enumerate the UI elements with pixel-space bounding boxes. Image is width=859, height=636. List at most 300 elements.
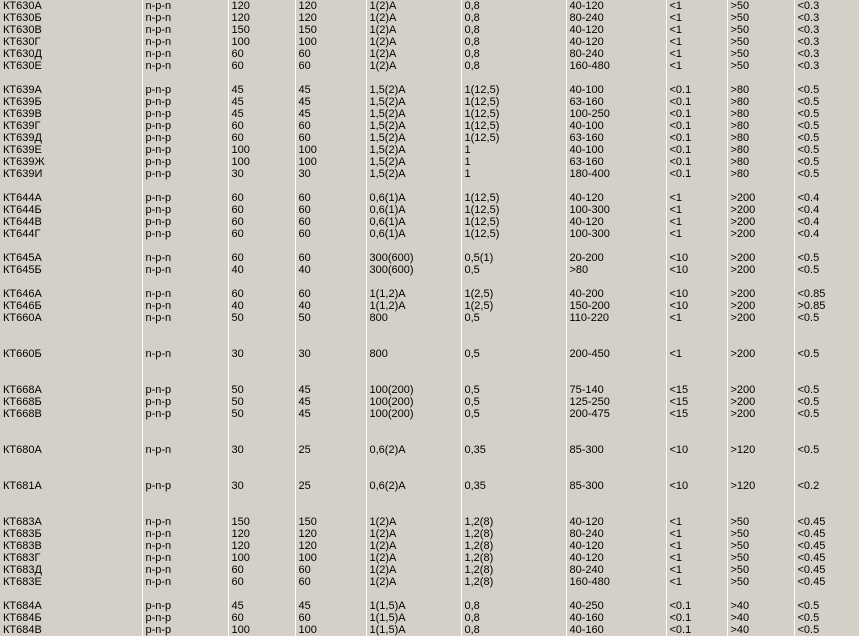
cell-ft: >50 [727, 60, 794, 72]
cell-icbo: <1 [666, 564, 727, 576]
cell-h21e: 160-480 [566, 60, 666, 72]
cell-vce: 60 [295, 216, 366, 228]
cell-vcb [228, 180, 295, 192]
cell-polarity: n-p-n [142, 444, 228, 456]
cell-polarity: p-n-p [142, 216, 228, 228]
cell-part-number [0, 456, 142, 480]
cell-ic: 1,5(2)А [366, 156, 461, 168]
cell-vcb: 60 [228, 576, 295, 588]
cell-h21e: 150-200 [566, 300, 666, 312]
cell-h21e [566, 72, 666, 84]
cell-icbo [666, 276, 727, 288]
cell-vcb: 60 [228, 228, 295, 240]
cell-part-number [0, 180, 142, 192]
cell-vce-sat: <0.4 [794, 228, 859, 240]
spacer-row [0, 420, 859, 444]
cell-vcb [228, 324, 295, 348]
cell-ft: >50 [727, 24, 794, 36]
cell-part-number [0, 324, 142, 348]
cell-vcb: 60 [228, 192, 295, 204]
cell-vce: 45 [295, 600, 366, 612]
cell-polarity: p-n-p [142, 132, 228, 144]
cell-icbo [666, 360, 727, 384]
cell-pc: 1(12,5) [461, 84, 566, 96]
cell-polarity: n-p-n [142, 48, 228, 60]
cell-vcb [228, 360, 295, 384]
cell-ic: 1(2)А [366, 0, 461, 12]
cell-ft [727, 72, 794, 84]
cell-part-number: КТ645А [3, 252, 42, 264]
cell-part-number: КТ683Е [3, 576, 42, 588]
cell-vcb: 60 [228, 216, 295, 228]
cell-icbo [666, 72, 727, 84]
cell-pc: 0,5 [461, 384, 566, 396]
cell-ft [727, 360, 794, 384]
cell-ft [727, 180, 794, 192]
cell-polarity: n-p-n [142, 288, 228, 300]
cell-icbo: <1 [666, 576, 727, 588]
cell-icbo: <10 [666, 288, 727, 300]
cell-icbo: <1 [666, 228, 727, 240]
cell-ft: >80 [727, 84, 794, 96]
table-row [0, 36, 859, 48]
cell-vcb: 60 [228, 564, 295, 576]
cell-part-number: КТ639Е [3, 144, 42, 156]
cell-vce-sat [794, 360, 859, 384]
cell-ft [727, 324, 794, 348]
cell-ic: 1(2)А [366, 12, 461, 24]
cell-ic [366, 492, 461, 516]
table-row [0, 516, 859, 528]
cell-h21e: 200-450 [566, 348, 666, 360]
cell-pc: 0,35 [461, 480, 566, 492]
cell-vce-sat: <0.45 [794, 516, 859, 528]
cell-icbo [666, 588, 727, 600]
cell-h21e [566, 240, 666, 252]
cell-vcb: 120 [228, 528, 295, 540]
cell-icbo: <1 [666, 540, 727, 552]
cell-icbo: <0.1 [666, 144, 727, 156]
cell-icbo: <1 [666, 312, 727, 324]
cell-part-number: КТ639Д [3, 132, 42, 144]
cell-part-number: КТ644Б [3, 204, 42, 216]
cell-pc: 1(12,5) [461, 108, 566, 120]
cell-h21e: 20-200 [566, 252, 666, 264]
cell-polarity: p-n-p [142, 624, 228, 636]
cell-icbo: <0.1 [666, 624, 727, 636]
cell-polarity [142, 180, 228, 192]
cell-polarity [142, 324, 228, 348]
cell-ft [727, 240, 794, 252]
cell-icbo: <10 [666, 264, 727, 276]
table-row [0, 120, 859, 132]
cell-ic [366, 72, 461, 84]
cell-h21e: 40-100 [566, 144, 666, 156]
cell-icbo [666, 180, 727, 192]
cell-vce-sat [794, 72, 859, 84]
cell-ft: >200 [727, 252, 794, 264]
cell-h21e: 40-160 [566, 624, 666, 636]
cell-ic: 1,5(2)А [366, 132, 461, 144]
table-row [0, 228, 859, 240]
cell-polarity: p-n-p [142, 384, 228, 396]
cell-polarity [142, 456, 228, 480]
cell-vce-sat: <0.3 [794, 12, 859, 24]
cell-h21e: 80-240 [566, 12, 666, 24]
cell-part-number: КТ683Б [3, 528, 42, 540]
cell-polarity [142, 588, 228, 600]
cell-pc [461, 360, 566, 384]
cell-pc: 0,8 [461, 612, 566, 624]
cell-icbo: <1 [666, 12, 727, 24]
cell-vcb: 30 [228, 444, 295, 456]
spacer-row [0, 360, 859, 384]
cell-vce-sat [794, 588, 859, 600]
cell-h21e: 40-120 [566, 192, 666, 204]
table-row [0, 528, 859, 540]
cell-polarity: p-n-p [142, 480, 228, 492]
cell-vcb [228, 240, 295, 252]
cell-ft: >200 [727, 192, 794, 204]
table-row [0, 108, 859, 120]
cell-ft [727, 588, 794, 600]
cell-polarity: p-n-p [142, 192, 228, 204]
cell-icbo: <0.1 [666, 600, 727, 612]
cell-pc [461, 588, 566, 600]
cell-ic: 1(2)А [366, 516, 461, 528]
cell-vce-sat: <0.5 [794, 312, 859, 324]
cell-vce-sat: <0.4 [794, 204, 859, 216]
cell-vce-sat: <0.5 [794, 168, 859, 180]
cell-polarity: n-p-n [142, 312, 228, 324]
cell-vce: 60 [295, 48, 366, 60]
cell-part-number: КТ646А [3, 288, 42, 300]
cell-part-number: КТ681А [3, 480, 42, 492]
cell-ft: >200 [727, 216, 794, 228]
cell-vce-sat: <0.4 [794, 216, 859, 228]
cell-part-number: КТ639Ж [3, 156, 45, 168]
cell-h21e: 40-250 [566, 600, 666, 612]
cell-icbo [666, 420, 727, 444]
cell-ic: 800 [366, 348, 461, 360]
cell-h21e: 200-475 [566, 408, 666, 420]
cell-vcb: 40 [228, 264, 295, 276]
table-row [0, 384, 859, 396]
cell-pc [461, 420, 566, 444]
table-row [0, 84, 859, 96]
cell-vce: 60 [295, 228, 366, 240]
cell-polarity: p-n-p [142, 204, 228, 216]
cell-vcb: 50 [228, 396, 295, 408]
cell-h21e [566, 588, 666, 600]
cell-part-number [0, 72, 142, 84]
cell-ic [366, 324, 461, 348]
cell-vce: 40 [295, 300, 366, 312]
cell-vce-sat: <0.3 [794, 24, 859, 36]
cell-polarity: n-p-n [142, 516, 228, 528]
table-row [0, 0, 859, 12]
cell-part-number: КТ646Б [3, 300, 42, 312]
cell-h21e: 125-250 [566, 396, 666, 408]
cell-pc: 1,2(8) [461, 552, 566, 564]
cell-pc: 1(12,5) [461, 120, 566, 132]
cell-vce: 60 [295, 60, 366, 72]
cell-vce: 60 [295, 132, 366, 144]
cell-vce-sat: <0.5 [794, 444, 859, 456]
cell-vcb: 50 [228, 312, 295, 324]
cell-part-number: КТ668А [3, 384, 42, 396]
cell-ft: >50 [727, 12, 794, 24]
cell-vce: 45 [295, 96, 366, 108]
cell-h21e [566, 456, 666, 480]
cell-vce-sat: <0.5 [794, 156, 859, 168]
table-row [0, 576, 859, 588]
cell-vce: 120 [295, 540, 366, 552]
cell-ic: 1,5(2)А [366, 168, 461, 180]
cell-ic: 300(600) [366, 264, 461, 276]
cell-vce: 45 [295, 84, 366, 96]
cell-part-number: КТ684В [3, 624, 42, 636]
cell-vce-sat [794, 456, 859, 480]
cell-icbo: <0.1 [666, 156, 727, 168]
cell-ic: 1(1,5)А [366, 624, 461, 636]
cell-ic [366, 456, 461, 480]
cell-pc: 0,5 [461, 396, 566, 408]
table-row [0, 48, 859, 60]
cell-polarity: p-n-p [142, 120, 228, 132]
cell-pc: 0,5 [461, 312, 566, 324]
table-row [0, 216, 859, 228]
cell-polarity: p-n-p [142, 600, 228, 612]
cell-vce-sat: <0.5 [794, 408, 859, 420]
cell-polarity: p-n-p [142, 408, 228, 420]
cell-ft: >80 [727, 168, 794, 180]
cell-ic: 1,5(2)А [366, 108, 461, 120]
table-row [0, 612, 859, 624]
cell-ft: >200 [727, 228, 794, 240]
cell-vcb: 150 [228, 24, 295, 36]
cell-vcb: 100 [228, 156, 295, 168]
cell-vce: 100 [295, 156, 366, 168]
cell-vce: 60 [295, 612, 366, 624]
cell-vce-sat: <0.45 [794, 552, 859, 564]
cell-vcb: 30 [228, 348, 295, 360]
table-row [0, 24, 859, 36]
cell-part-number: КТ639Г [3, 120, 41, 132]
spacer-row [0, 324, 859, 348]
cell-polarity: p-n-p [142, 168, 228, 180]
cell-h21e: 63-160 [566, 132, 666, 144]
cell-ic: 1(1,5)А [366, 600, 461, 612]
cell-ic: 800 [366, 312, 461, 324]
cell-vce: 100 [295, 624, 366, 636]
cell-ft [727, 276, 794, 288]
cell-icbo: <1 [666, 24, 727, 36]
cell-polarity: n-p-n [142, 60, 228, 72]
cell-vcb: 120 [228, 12, 295, 24]
cell-pc: 0,5 [461, 408, 566, 420]
table-row [0, 300, 859, 312]
cell-polarity: n-p-n [142, 12, 228, 24]
cell-ft: >200 [727, 264, 794, 276]
cell-h21e: 40-120 [566, 24, 666, 36]
table-row [0, 264, 859, 276]
cell-vce-sat: <0.5 [794, 600, 859, 612]
cell-pc: 1 [461, 156, 566, 168]
cell-ic: 1(2)А [366, 48, 461, 60]
table-row [0, 396, 859, 408]
cell-polarity: n-p-n [142, 36, 228, 48]
cell-polarity [142, 72, 228, 84]
cell-ft: >200 [727, 312, 794, 324]
cell-icbo: <1 [666, 60, 727, 72]
cell-vce-sat: <0.5 [794, 120, 859, 132]
cell-part-number: КТ630Б [3, 12, 42, 24]
cell-h21e: 40-120 [566, 216, 666, 228]
cell-ft: >200 [727, 384, 794, 396]
cell-vce-sat [794, 420, 859, 444]
cell-vcb: 100 [228, 144, 295, 156]
table-row [0, 252, 859, 264]
cell-icbo: <0.1 [666, 96, 727, 108]
cell-ft: >200 [727, 408, 794, 420]
cell-h21e: 63-160 [566, 96, 666, 108]
table-row [0, 192, 859, 204]
cell-h21e: 180-400 [566, 168, 666, 180]
cell-vce: 60 [295, 192, 366, 204]
cell-part-number [0, 276, 142, 288]
spacer-row [0, 276, 859, 288]
cell-icbo [666, 240, 727, 252]
cell-ft: >50 [727, 516, 794, 528]
cell-vce: 50 [295, 312, 366, 324]
cell-vce-sat: <0.3 [794, 0, 859, 12]
table-row [0, 312, 859, 324]
cell-polarity: n-p-n [142, 264, 228, 276]
cell-pc [461, 324, 566, 348]
cell-ft: >80 [727, 156, 794, 168]
cell-part-number: КТ683Г [3, 552, 41, 564]
cell-vcb: 60 [228, 60, 295, 72]
cell-vce-sat: <0.3 [794, 36, 859, 48]
cell-part-number: КТ668В [3, 408, 42, 420]
cell-pc: 0,5 [461, 264, 566, 276]
cell-polarity: n-p-n [142, 540, 228, 552]
cell-icbo: <10 [666, 480, 727, 492]
cell-h21e: 80-240 [566, 528, 666, 540]
cell-part-number: КТ630В [3, 24, 42, 36]
cell-vce-sat: <0.5 [794, 132, 859, 144]
cell-ic [366, 180, 461, 192]
cell-pc: 1(2,5) [461, 300, 566, 312]
cell-polarity: p-n-p [142, 228, 228, 240]
table-row [0, 144, 859, 156]
cell-vcb: 50 [228, 384, 295, 396]
cell-vce: 150 [295, 24, 366, 36]
cell-ft: >50 [727, 576, 794, 588]
cell-ft: >50 [727, 0, 794, 12]
cell-icbo: <0.1 [666, 108, 727, 120]
cell-vce-sat [794, 180, 859, 192]
cell-vcb: 30 [228, 480, 295, 492]
cell-h21e: 40-120 [566, 516, 666, 528]
cell-part-number: КТ630Д [3, 48, 42, 60]
cell-vcb: 60 [228, 252, 295, 264]
cell-h21e: 100-300 [566, 228, 666, 240]
cell-vcb [228, 420, 295, 444]
cell-vcb [228, 456, 295, 480]
cell-vce: 60 [295, 252, 366, 264]
cell-pc: 1(12,5) [461, 96, 566, 108]
cell-ft: >50 [727, 540, 794, 552]
cell-vce-sat [794, 240, 859, 252]
cell-part-number: КТ680А [3, 444, 42, 456]
cell-polarity [142, 492, 228, 516]
cell-pc: 1(12,5) [461, 228, 566, 240]
cell-ic: 1,5(2)А [366, 84, 461, 96]
cell-vce: 100 [295, 144, 366, 156]
cell-part-number: КТ644Г [3, 228, 41, 240]
cell-polarity: n-p-n [142, 300, 228, 312]
cell-ft: >50 [727, 528, 794, 540]
table-row [0, 96, 859, 108]
cell-ft: >200 [727, 300, 794, 312]
cell-icbo: <1 [666, 516, 727, 528]
cell-vcb: 45 [228, 108, 295, 120]
cell-part-number: КТ630Е [3, 60, 42, 72]
cell-ic: 100(200) [366, 384, 461, 396]
cell-pc [461, 240, 566, 252]
cell-ic: 0,6(1)А [366, 192, 461, 204]
cell-ic: 300(600) [366, 252, 461, 264]
cell-polarity: p-n-p [142, 612, 228, 624]
cell-ft: >40 [727, 612, 794, 624]
cell-polarity [142, 276, 228, 288]
cell-h21e: 40-120 [566, 540, 666, 552]
cell-vce: 45 [295, 408, 366, 420]
cell-vce: 40 [295, 264, 366, 276]
cell-ic: 1(2)А [366, 552, 461, 564]
cell-ft: >50 [727, 48, 794, 60]
cell-vcb: 40 [228, 300, 295, 312]
cell-vce-sat: <0.45 [794, 576, 859, 588]
cell-ft [727, 492, 794, 516]
cell-vce-sat: <0.5 [794, 396, 859, 408]
cell-vce [295, 180, 366, 192]
cell-vce-sat: <0.4 [794, 192, 859, 204]
cell-vce-sat: <0.5 [794, 96, 859, 108]
cell-h21e: 40-200 [566, 288, 666, 300]
table-row [0, 204, 859, 216]
cell-icbo [666, 324, 727, 348]
cell-icbo: <1 [666, 348, 727, 360]
spacer-row [0, 180, 859, 192]
table-row [0, 444, 859, 456]
cell-vcb: 150 [228, 516, 295, 528]
cell-ic: 0,6(1)А [366, 204, 461, 216]
cell-ic: 100(200) [366, 408, 461, 420]
cell-icbo: <1 [666, 216, 727, 228]
cell-ic: 1(1,2)А [366, 300, 461, 312]
cell-vce-sat: <0.5 [794, 108, 859, 120]
table-row [0, 348, 859, 360]
table-row [0, 168, 859, 180]
cell-icbo: <1 [666, 204, 727, 216]
cell-ic: 100(200) [366, 396, 461, 408]
cell-vcb: 45 [228, 96, 295, 108]
cell-h21e [566, 324, 666, 348]
cell-ic: 1(1,5)А [366, 612, 461, 624]
